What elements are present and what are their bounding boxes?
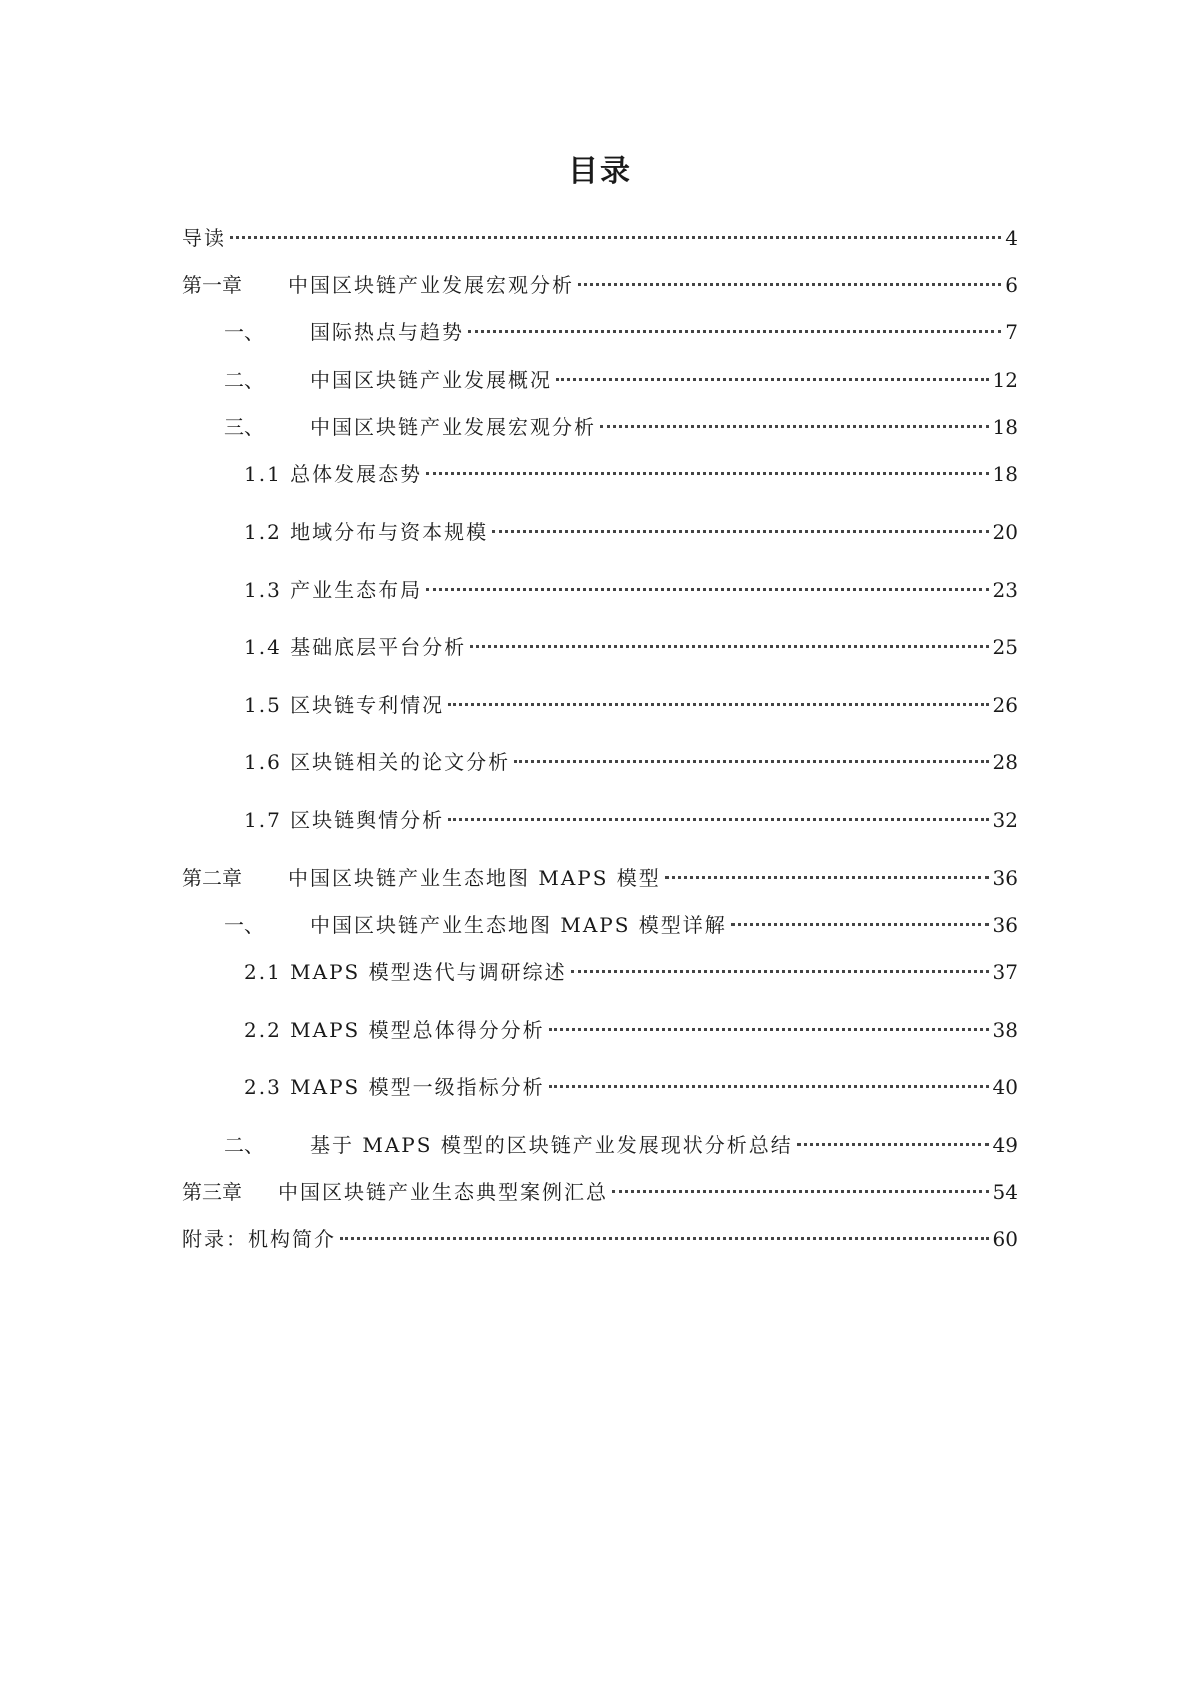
toc-entry-page: 4 bbox=[1005, 226, 1018, 250]
toc-entry-number: 第二章 bbox=[182, 866, 242, 890]
toc-leader-dots bbox=[797, 1143, 989, 1146]
toc-entry-label: 中国区块链产业发展宏观分析 bbox=[288, 273, 574, 297]
toc-entry-label: 2.1 MAPS 模型迭代与调研综述 bbox=[244, 960, 567, 984]
toc-entry-subsection-1-7[interactable] bbox=[244, 804, 1018, 836]
toc-entry-section-2-1[interactable] bbox=[224, 909, 1018, 941]
toc-entry-section-1-2[interactable] bbox=[224, 364, 1018, 396]
toc-entry-number: 三、 bbox=[224, 415, 264, 439]
toc-leader-dots bbox=[470, 645, 988, 648]
toc-entry-page: 25 bbox=[992, 635, 1018, 659]
toc-entry-section-1-1[interactable] bbox=[224, 316, 1018, 348]
toc-entry-page: 18 bbox=[992, 415, 1018, 439]
toc-entry-label: 导读 bbox=[182, 226, 226, 250]
toc-entry-page: 20 bbox=[992, 520, 1018, 544]
toc-leader-dots bbox=[549, 1028, 989, 1031]
toc-entry-label: 1.3 产业生态布局 bbox=[244, 578, 423, 602]
toc-entry-section-2-2[interactable] bbox=[224, 1129, 1018, 1161]
toc-leader-dots bbox=[612, 1190, 989, 1193]
toc-entry-chapter-3[interactable] bbox=[182, 1176, 1018, 1208]
toc-leader-dots bbox=[492, 530, 988, 533]
toc-entry-label: 基于 MAPS 模型的区块链产业发展现状分析总结 bbox=[310, 1133, 793, 1157]
toc-entry-page: 49 bbox=[992, 1133, 1018, 1157]
toc-entry-label: 中国区块链产业发展宏观分析 bbox=[310, 415, 596, 439]
toc-entry-subsection-1-3[interactable] bbox=[244, 574, 1018, 606]
toc-entry-appendix[interactable] bbox=[182, 1223, 1018, 1255]
toc-entry-label: 1.2 地域分布与资本规模 bbox=[244, 520, 489, 544]
toc-entry-label: 1.6 区块链相关的论文分析 bbox=[244, 750, 511, 774]
toc-leader-dots bbox=[448, 818, 988, 821]
toc-leader-dots bbox=[665, 876, 989, 879]
toc-entry-page: 36 bbox=[992, 913, 1018, 937]
toc-leader-dots bbox=[230, 236, 1001, 239]
toc-entry-number: 一、 bbox=[224, 913, 264, 937]
toc-entry-page: 28 bbox=[992, 750, 1018, 774]
toc-entry-page: 60 bbox=[992, 1227, 1018, 1251]
toc-entry-page: 40 bbox=[992, 1075, 1018, 1099]
toc-leader-dots bbox=[578, 283, 1001, 286]
toc-entry-label: 中国区块链产业生态地图 MAPS 模型详解 bbox=[310, 913, 727, 937]
toc-entry-subsection-1-6[interactable] bbox=[244, 746, 1018, 778]
toc-leader-dots bbox=[340, 1237, 989, 1240]
toc-leader-dots bbox=[571, 970, 989, 973]
toc-entry-page: 38 bbox=[992, 1018, 1018, 1042]
toc-entry-subsection-2-2[interactable] bbox=[244, 1014, 1018, 1046]
toc-entry-label: 中国区块链产业发展概况 bbox=[310, 368, 552, 392]
toc-entry-label: 1.4 基础底层平台分析 bbox=[244, 635, 467, 659]
toc-leader-dots bbox=[448, 703, 988, 706]
toc-entry-subsection-2-1[interactable] bbox=[244, 956, 1018, 988]
toc-entry-label: 附录：机构简介 bbox=[182, 1227, 336, 1251]
toc-entry-page: 37 bbox=[992, 960, 1018, 984]
toc-entry-number: 第一章 bbox=[182, 273, 242, 297]
toc-entry-label: 1.7 区块链舆情分析 bbox=[244, 808, 445, 832]
toc-entry-number: 第三章 bbox=[182, 1180, 242, 1204]
toc-entry-page: 32 bbox=[992, 808, 1018, 832]
toc-entry-label: 国际热点与趋势 bbox=[310, 320, 464, 344]
toc-entry-label: 2.3 MAPS 模型一级指标分析 bbox=[244, 1075, 545, 1099]
toc-entry-label: 2.2 MAPS 模型总体得分分析 bbox=[244, 1018, 545, 1042]
toc-entry-intro[interactable] bbox=[182, 222, 1018, 254]
toc-leader-dots bbox=[514, 760, 988, 763]
toc-title: 目录 bbox=[568, 154, 632, 189]
toc-entry-chapter-2[interactable] bbox=[182, 862, 1018, 894]
toc-leader-dots bbox=[426, 472, 988, 475]
toc-entry-subsection-1-5[interactable] bbox=[244, 689, 1018, 721]
toc-leader-dots bbox=[600, 425, 989, 428]
toc-entry-section-1-3[interactable] bbox=[224, 411, 1018, 443]
toc-entry-page: 6 bbox=[1005, 273, 1018, 297]
toc-entry-subsection-1-2[interactable] bbox=[244, 516, 1018, 548]
toc-entry-page: 12 bbox=[992, 368, 1018, 392]
toc-entry-subsection-1-4[interactable] bbox=[244, 631, 1018, 663]
toc-entry-chapter-1[interactable] bbox=[182, 269, 1018, 301]
toc-entry-page: 7 bbox=[1005, 320, 1018, 344]
toc-entry-label: 中国区块链产业生态地图 MAPS 模型 bbox=[288, 866, 661, 890]
toc-entry-number: 二、 bbox=[224, 1133, 264, 1157]
toc-entry-subsection-2-3[interactable] bbox=[244, 1071, 1018, 1103]
toc-entry-page: 36 bbox=[992, 866, 1018, 890]
toc-entry-subsection-1-1[interactable] bbox=[244, 458, 1018, 490]
toc-leader-dots bbox=[556, 378, 989, 381]
toc-entry-number: 一、 bbox=[224, 320, 264, 344]
toc-entry-page: 18 bbox=[992, 462, 1018, 486]
toc-leader-dots bbox=[468, 330, 1001, 333]
toc-leader-dots bbox=[549, 1085, 989, 1088]
toc-entry-number: 二、 bbox=[224, 368, 264, 392]
toc-leader-dots bbox=[426, 588, 988, 591]
toc-entry-page: 26 bbox=[992, 693, 1018, 717]
toc-entry-page: 23 bbox=[992, 578, 1018, 602]
toc-entry-label: 1.1 总体发展态势 bbox=[244, 462, 423, 486]
toc-entry-label: 1.5 区块链专利情况 bbox=[244, 693, 445, 717]
toc-leader-dots bbox=[731, 923, 989, 926]
toc-entry-label: 中国区块链产业生态典型案例汇总 bbox=[278, 1180, 608, 1204]
toc-entry-page: 54 bbox=[992, 1180, 1018, 1204]
